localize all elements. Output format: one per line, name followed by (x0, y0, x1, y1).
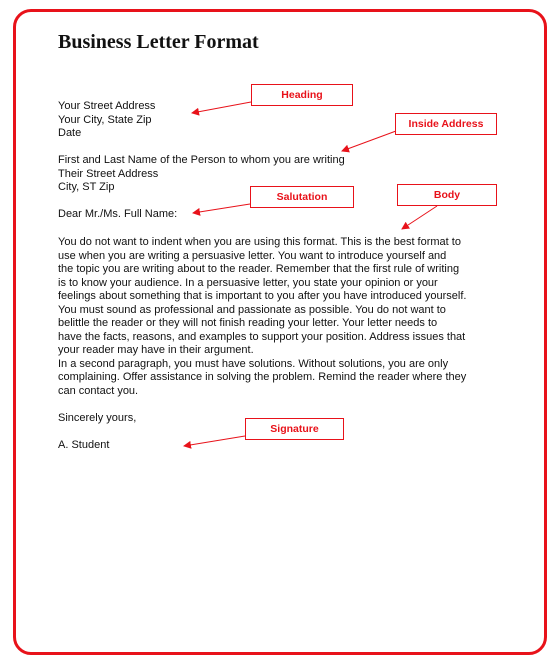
heading-line: Your Street Address (58, 100, 156, 112)
body-line: belittle the reader or they will not finish reading your letter. Your letter needs to (58, 317, 438, 329)
inside-address-line: Their Street Address (58, 167, 159, 180)
signature-label: Signature (245, 418, 344, 440)
signature-name: A. Student (58, 439, 110, 451)
body-line: have the facts, reasons, and examples to support your position. Address issues that (58, 330, 466, 343)
body-line: In a second paragraph, you must have solutions. Without solutions, you are only (58, 357, 449, 370)
body-line: complaining. Offer assistance in solving the problem. Remind the reader where they (58, 371, 467, 383)
body-line: feelings about something that is important to you after you have introduced yourself. (58, 290, 467, 302)
salutation-label: Salutation (250, 186, 354, 208)
body-line: the topic you are writing about to the reader. Remember that the first rule of writing (58, 263, 460, 275)
salutation-text: Dear Mr./Ms. Full Name: (58, 208, 178, 220)
document-title: Business Letter Format (58, 31, 259, 53)
inside-address-line: First and Last Name of the Person to whom you are writing (58, 154, 345, 166)
body-line: You must sound as professional and passionate as possible. You do not want to (58, 303, 446, 316)
body-block (58, 236, 466, 398)
heading-label: Heading (251, 84, 353, 106)
closing-text: Sincerely yours, (58, 412, 137, 424)
inside-address-label: Inside Address (395, 113, 497, 135)
body-line: You do not want to indent when you are using this format. This is the best format to (58, 236, 461, 248)
inside-address-line: City, ST Zip (58, 181, 115, 193)
body-line: is to know your audience. In a persuasive letter, you state your opinion or your (58, 276, 438, 289)
heading-block (58, 100, 155, 141)
body-label: Body (397, 184, 497, 206)
heading-line: Date (58, 127, 82, 139)
heading-line: Your City, State Zip (58, 113, 152, 126)
body-line: can contact you. (58, 384, 139, 397)
body-line: use when you are writing a persuasive letter. You want to introduce yourself and (58, 249, 447, 262)
body-line: your reader may have in their argument. (58, 344, 254, 356)
